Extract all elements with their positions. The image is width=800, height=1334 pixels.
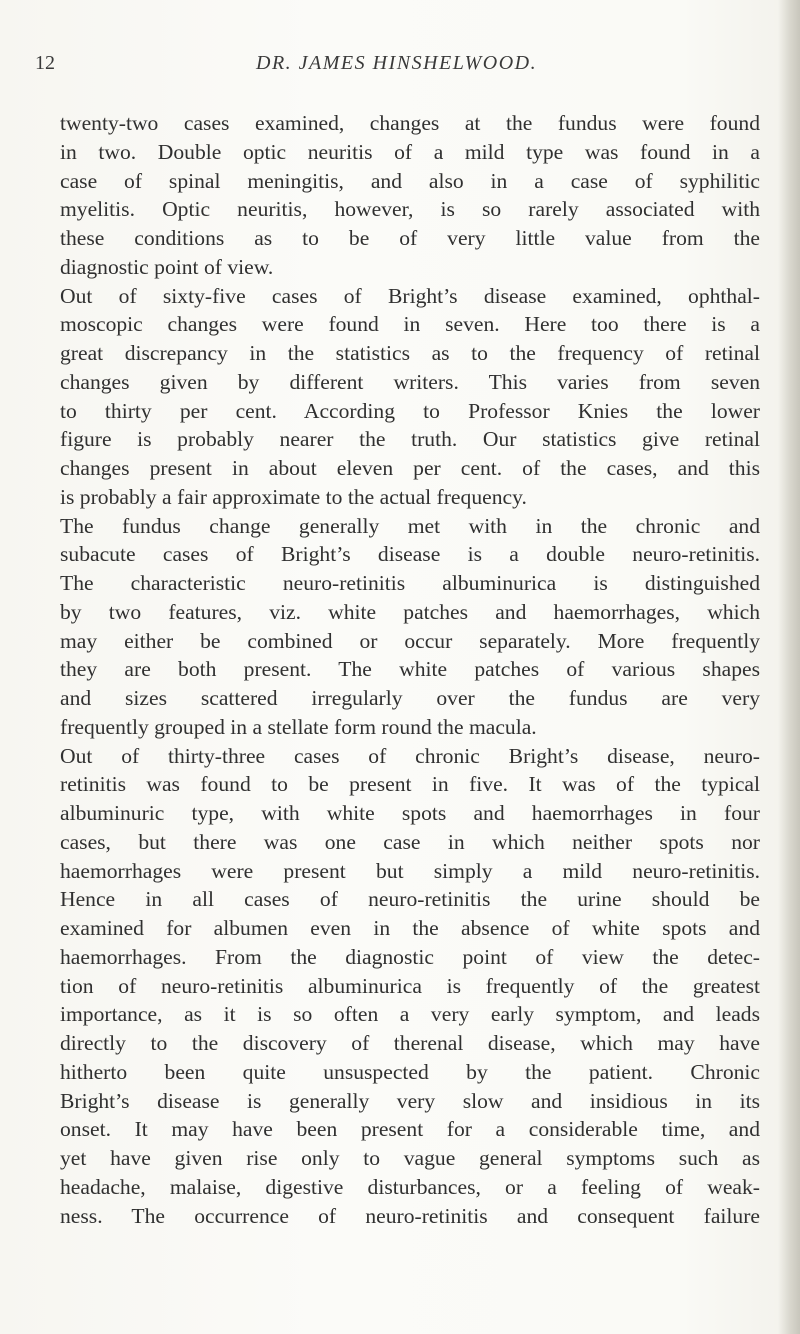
text-line: Out of thirty-three cases of chronic Bright’s disease, neuro- — [60, 743, 760, 768]
text-line: retinitis was found to be present in five. It was of the typical — [60, 772, 760, 797]
text-line: by two features, viz. white patches and haemorrhages, which — [60, 599, 760, 624]
body-text — [60, 109, 760, 1230]
text-line: Hence in all cases of neuro-retinitis the urine should be — [60, 887, 760, 912]
text-line: moscopic changes were found in seven. Here too there is a — [60, 312, 760, 337]
text-line: and sizes scattered irregularly over the fundus are very — [60, 686, 760, 710]
text-line: twenty-two cases examined, changes at the fundus were found — [60, 111, 760, 135]
text-line: great discrepancy in the statistics as to the frequency of retinal — [60, 341, 760, 365]
text-line: case of spinal meningitis, and also in a case of syphilitic — [60, 168, 760, 193]
text-line: cases, but there was one case in which neither spots nor — [60, 829, 760, 854]
text-line: subacute cases of Bright’s disease is a double neuro-retinitis. — [60, 542, 760, 567]
text-line: changes given by different writers. This varies from seven — [60, 369, 760, 394]
text-line: directly to the discovery of therenal disease, which may have — [60, 1031, 760, 1055]
text-line: The fundus change generally met with in the chronic and — [60, 513, 760, 538]
page-number: 12 — [35, 52, 55, 74]
text-line: changes present in about eleven per cent. of the cases, and this — [60, 456, 760, 480]
text-line: to thirty per cent. According to Professor Knies the lower — [60, 398, 760, 423]
text-line: diagnostic point of view. — [60, 254, 274, 279]
text-line: Out of sixty-five cases of Bright’s disease examined, ophthal- — [60, 283, 760, 308]
text-line: these conditions as to be of very little value from the — [60, 226, 760, 250]
text-line: frequently grouped in a stellate form round the macula. — [60, 714, 537, 739]
text-line: headache, malaise, digestive disturbances, or a feeling of weak- — [60, 1174, 760, 1199]
text-line: tion of neuro-retinitis albuminurica is frequently of the greatest — [60, 973, 760, 998]
text-line: myelitis. Optic neuritis, however, is so rarely associated with — [60, 197, 760, 222]
text-line: onset. It may have been present for a considerable time, and — [60, 1117, 760, 1142]
text-line: ness. The occurrence of neuro-retinitis and consequent failure — [60, 1203, 760, 1228]
text-line: figure is probably nearer the truth. Our statistics give retinal — [60, 427, 760, 452]
text-line: examined for albumen even in the absence of white spots and — [60, 916, 760, 940]
text-line: importance, as it is so often a very early symptom, and leads — [60, 1002, 760, 1027]
text-line: in two. Double optic neuritis of a mild type was found in a — [60, 139, 760, 164]
text-line: albuminuric type, with white spots and haemorrhages in four — [60, 801, 760, 825]
text-line: The characteristic neuro-retinitis albuminurica is distinguished — [60, 571, 760, 595]
text-line: they are both present. The white patches of various shapes — [60, 657, 760, 682]
text-line: hitherto been quite unsuspected by the patient. Chronic — [60, 1059, 760, 1084]
text-line: Bright’s disease is generally very slow and insidious in its — [60, 1088, 760, 1113]
text-line: is probably a fair approximate to the actual frequency. — [60, 484, 527, 509]
page-header — [0, 50, 800, 80]
text-line: haemorrhages were present but simply a mild neuro-retinitis. — [60, 858, 760, 883]
text-line: may either be combined or occur separately. More frequently — [60, 628, 760, 653]
running-title: DR. JAMES HINSHELWOOD. — [256, 52, 538, 74]
page-edge-shadow — [778, 0, 800, 1334]
text-line: haemorrhages. From the diagnostic point of view the detec- — [60, 944, 760, 969]
text-line: yet have given rise only to vague general symptoms such as — [60, 1146, 760, 1170]
